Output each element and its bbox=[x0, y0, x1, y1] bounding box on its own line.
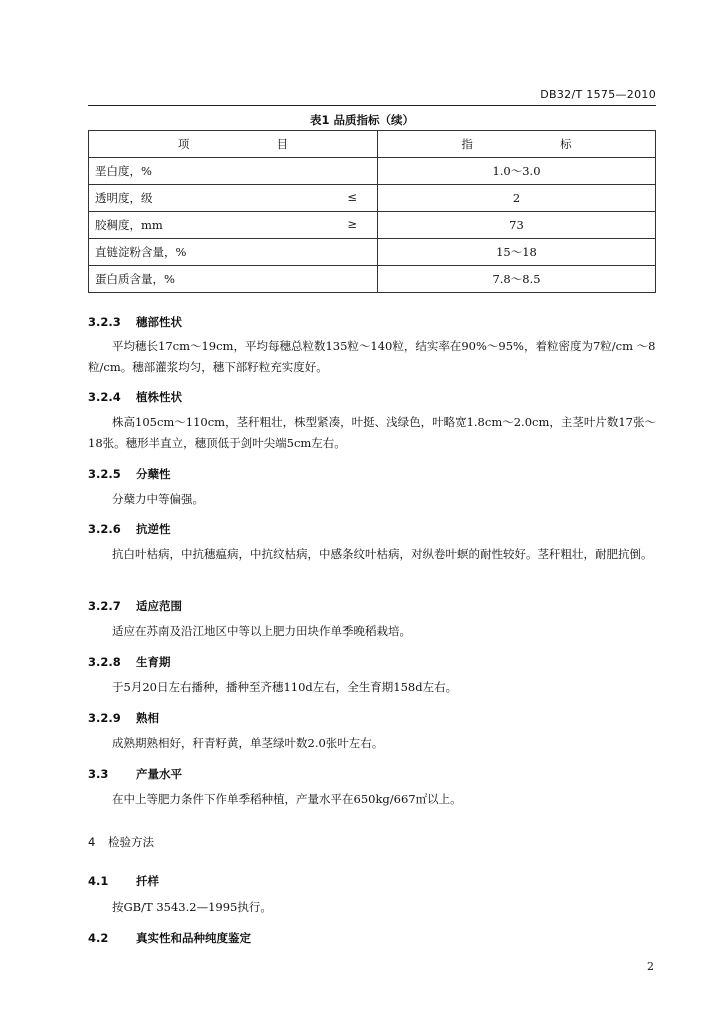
header-value-char-1: 指 bbox=[461, 137, 473, 151]
section-title: 产量水平 bbox=[136, 767, 182, 781]
chapter-title: 检验方法 bbox=[108, 835, 154, 849]
row-name-cell bbox=[89, 185, 378, 212]
section-number: 3.2.3 bbox=[88, 315, 121, 329]
row-name-cell bbox=[89, 239, 378, 266]
section-text-3-2-9: 成熟期熟相好，秆青籽黄，单茎绿叶数2.0张叶左右。 bbox=[112, 736, 384, 750]
row-name-cell bbox=[89, 158, 378, 185]
section-number: 3.2.7 bbox=[88, 599, 121, 613]
chapter-number: 4 bbox=[88, 835, 96, 849]
table-header-item bbox=[89, 131, 378, 158]
section-heading-3-2-7 bbox=[88, 598, 182, 614]
table-header-row bbox=[89, 131, 656, 158]
section-title: 扦样 bbox=[136, 874, 159, 888]
section-heading-3-2-6 bbox=[88, 521, 171, 537]
chapter-heading-4 bbox=[88, 834, 154, 850]
section-heading-3-2-3 bbox=[88, 314, 182, 330]
section-text-3-2-7: 适应在苏南及沿江地区中等以上肥力田块作单季晚稻栽培。 bbox=[112, 624, 411, 638]
table-row bbox=[89, 239, 656, 266]
row-symbol: ≤ bbox=[347, 190, 357, 204]
section-number: 3.2.6 bbox=[88, 522, 121, 536]
section-text-4-1: 按GB/T 3543.2—1995执行。 bbox=[112, 900, 272, 914]
section-text-3-2-3: 平均穗长17cm～19cm，平均每穗总粒数135粒～140粒，结实率在90%～95%，着粒密度为7粒/cm ～8粒/cm。穗部灌浆均匀，穗下部籽粒充实度好。 bbox=[88, 339, 656, 374]
page-number: 2 bbox=[647, 960, 654, 973]
section-title: 熟相 bbox=[136, 711, 159, 725]
row-name: 直链淀粉含量，% bbox=[95, 245, 187, 259]
section-heading-3-3 bbox=[88, 766, 182, 782]
row-name: 透明度，级 bbox=[95, 191, 153, 205]
section-number: 3.2.5 bbox=[88, 467, 121, 481]
row-name: 胶稠度，mm bbox=[95, 218, 163, 232]
quality-index-table bbox=[88, 130, 656, 293]
section-heading-3-2-4 bbox=[88, 389, 182, 405]
table-row bbox=[89, 212, 656, 239]
table-row bbox=[89, 158, 656, 185]
row-value-cell: 15～18 bbox=[378, 239, 656, 266]
row-name: 垩白度，% bbox=[95, 164, 152, 178]
section-number: 3.2.9 bbox=[88, 711, 121, 725]
document-code: DB32/T 1575—2010 bbox=[540, 88, 656, 101]
section-number: 3.2.4 bbox=[88, 390, 121, 404]
row-symbol: ≥ bbox=[347, 217, 357, 231]
section-number: 4.2 bbox=[88, 931, 109, 945]
section-heading-3-2-9 bbox=[88, 710, 159, 726]
row-name-cell bbox=[89, 266, 378, 293]
section-title: 生育期 bbox=[136, 655, 171, 669]
header-divider bbox=[88, 105, 656, 106]
section-number: 3.2.8 bbox=[88, 655, 121, 669]
table-caption: 表1 品质指标（续） bbox=[309, 113, 414, 127]
header-value-char-2: 标 bbox=[560, 137, 572, 151]
row-value-cell: 7.8～8.5 bbox=[378, 266, 656, 293]
section-number: 3.3 bbox=[88, 767, 109, 781]
section-title: 适应范围 bbox=[136, 599, 182, 613]
table-row bbox=[89, 266, 656, 293]
section-title: 植株性状 bbox=[136, 390, 182, 404]
row-name-cell bbox=[89, 212, 378, 239]
section-title: 分蘖性 bbox=[136, 467, 171, 481]
section-heading-4-1 bbox=[88, 873, 159, 889]
section-title: 穗部性状 bbox=[136, 315, 182, 329]
section-text-3-2-5: 分蘖力中等偏强。 bbox=[112, 492, 204, 506]
row-value-cell: 73 bbox=[378, 212, 656, 239]
section-number: 4.1 bbox=[88, 874, 109, 888]
table-row bbox=[89, 185, 656, 212]
header-item-char-1: 项 bbox=[177, 137, 190, 151]
row-value-cell: 1.0～3.0 bbox=[378, 158, 656, 185]
row-name: 蛋白质含量，% bbox=[95, 272, 175, 286]
section-text-3-3: 在中上等肥力条件下作单季稻种植，产量水平在650kg/667㎡以上。 bbox=[112, 792, 462, 806]
section-title: 抗逆性 bbox=[136, 522, 171, 536]
row-value-cell: 2 bbox=[378, 185, 656, 212]
table-header-value bbox=[378, 131, 656, 158]
section-text-3-2-8: 于5月20日左右播种，播种至齐穗110d左右，全生育期158d左右。 bbox=[112, 680, 458, 694]
section-text-3-2-6: 抗白叶枯病，中抗穗瘟病，中抗纹枯病，中感条纹叶枯病，对纵卷叶螟的耐性较好。茎秆粗壮，耐肥抗倒。 bbox=[112, 547, 653, 561]
section-heading-3-2-8 bbox=[88, 654, 171, 670]
section-text-3-2-4: 株高105cm～110cm，茎秆粗壮，株型紧凑，叶挺、浅绿色，叶略宽1.8cm～2.0cm，主茎叶片数17张～18张。穗形半直立，穗顶低于剑叶尖端5cm左右。 bbox=[88, 415, 656, 450]
section-heading-4-2 bbox=[88, 930, 251, 946]
section-title: 真实性和品种纯度鉴定 bbox=[136, 931, 251, 945]
section-heading-3-2-5 bbox=[88, 466, 171, 482]
header-item-char-2: 目 bbox=[276, 137, 289, 151]
